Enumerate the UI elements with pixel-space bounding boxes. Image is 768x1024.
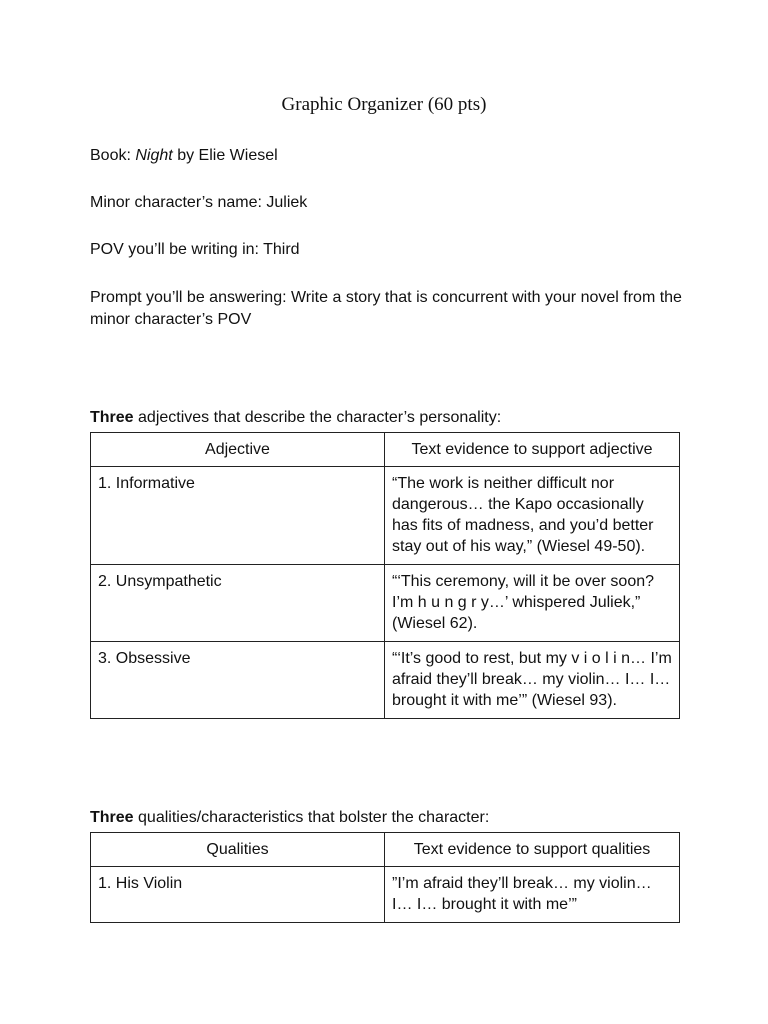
pov-line: POV you’ll be writing in: Third — [90, 241, 300, 258]
qualities-table — [90, 832, 680, 923]
adjectives-section-label — [90, 408, 501, 428]
adjective-cell: 2. Unsympathetic — [91, 565, 385, 642]
page-title: Graphic Organizer (60 pts) — [281, 94, 487, 115]
prompt-line: Prompt you’ll be answering: Write a story that is concurrent with your novel from the minor character’s POV — [90, 289, 682, 328]
evidence-cell: ”I’m afraid they’ll break… my violin… I… I… brought it with me’” — [385, 867, 680, 923]
evidence-cell: “‘It’s good to rest, but my v i o l i n… I’m afraid they’ll break… my violin… I… I… brought it with me’” (Wiesel 93). — [385, 642, 680, 719]
quality-cell: 1. His Violin — [91, 867, 385, 923]
evidence-cell: “The work is neither difficult nor dangerous… the Kapo occasionally has fits of madness, and you’d better stay out of his way,” (Wiesel 49-50). — [385, 467, 680, 565]
table-header-cell: Adjective — [91, 433, 385, 467]
table-header-row — [91, 433, 680, 467]
book-author: by Elie Wiesel — [177, 147, 278, 164]
table-row — [91, 467, 680, 565]
table-header-row — [91, 833, 680, 867]
table-row — [91, 642, 680, 719]
adjectives-label-bold: Three — [90, 409, 134, 426]
adjective-cell: 1. Informative — [91, 467, 385, 565]
book-label: Book: — [90, 147, 131, 164]
adjective-cell: 3. Obsessive — [91, 642, 385, 719]
evidence-cell: “‘This ceremony, will it be over soon? I’m h u n g r y…’ whispered Juliek,” (Wiesel 62). — [385, 565, 680, 642]
adjectives-label-rest: adjectives that describe the character’s personality: — [133, 409, 502, 426]
adjectives-table — [90, 432, 680, 719]
character-line: Minor character’s name: Juliek — [90, 194, 308, 211]
qualities-section-label — [90, 808, 489, 828]
book-title: Night — [135, 147, 173, 164]
table-header-cell: Qualities — [91, 833, 385, 867]
qualities-label-rest: qualities/characteristics that bolster the character: — [133, 809, 490, 826]
table-row — [91, 867, 680, 923]
table-header-cell: Text evidence to support qualities — [385, 833, 680, 867]
qualities-label-bold: Three — [90, 809, 134, 826]
table-row — [91, 565, 680, 642]
book-line — [90, 145, 690, 167]
table-header-cell: Text evidence to support adjective — [385, 433, 680, 467]
